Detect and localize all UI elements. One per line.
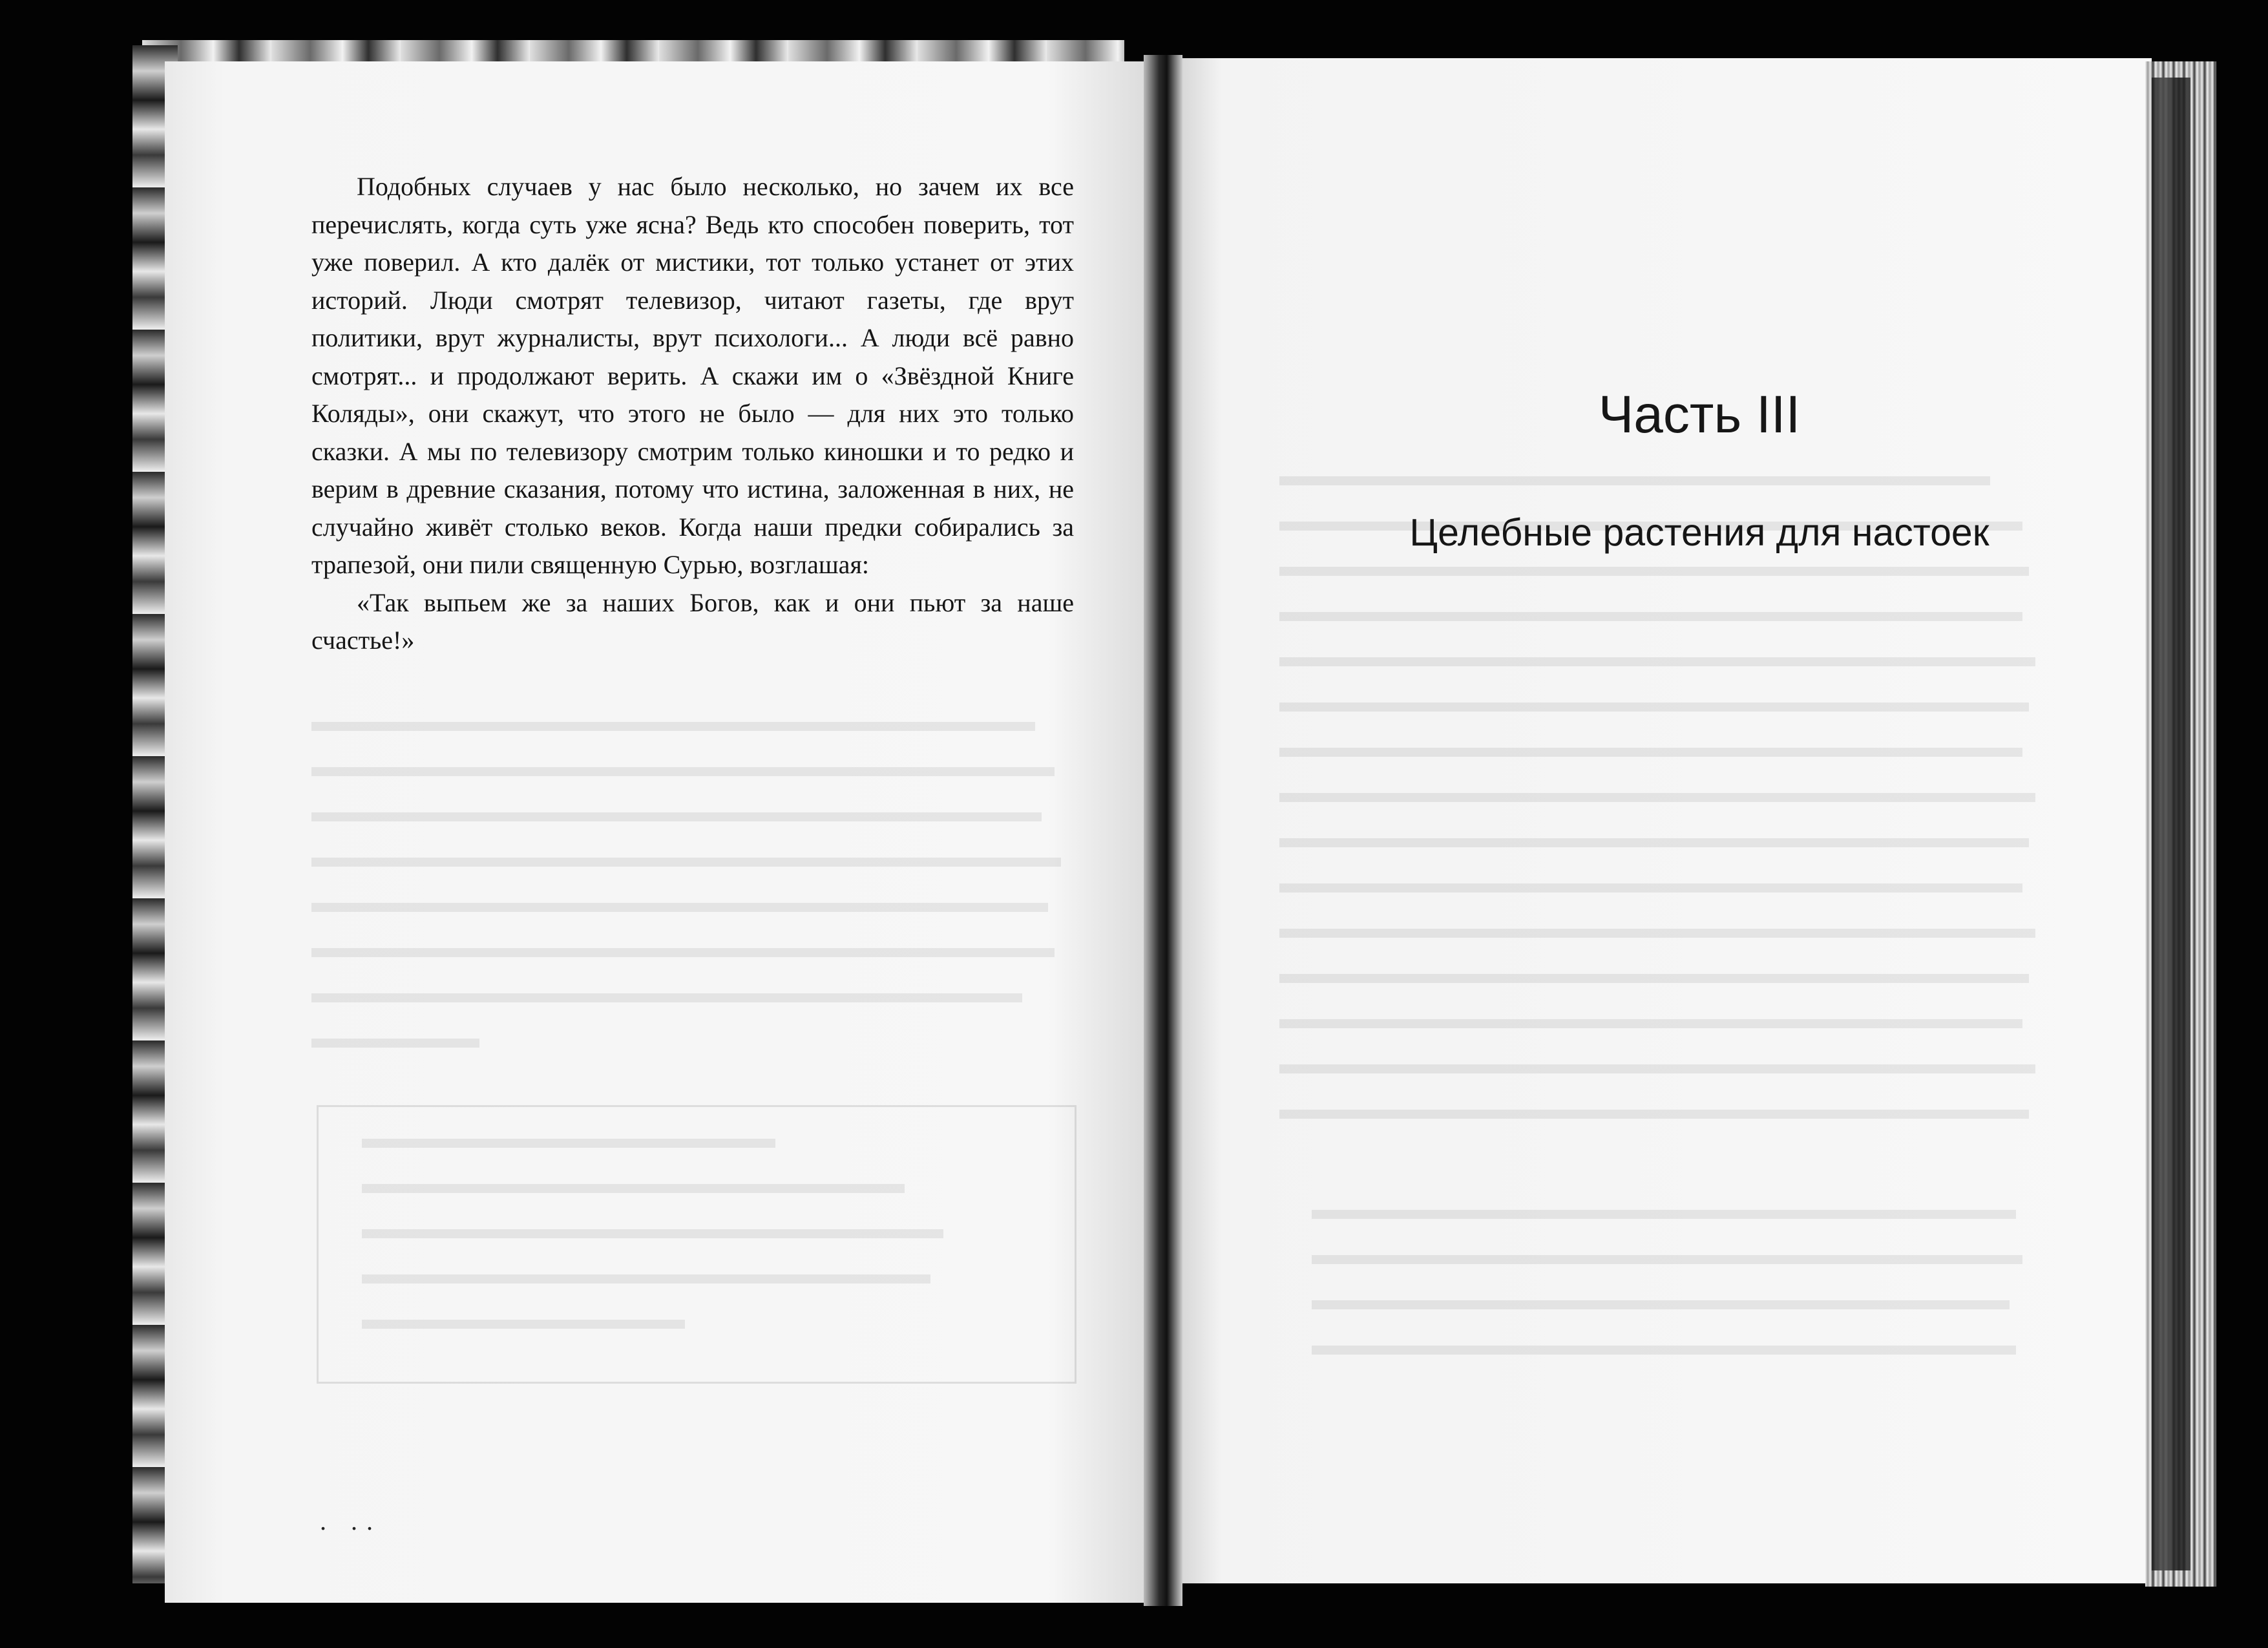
paragraph: Подобных случаев у нас было несколько, но зачем их все перечислять, когда суть уже ясна? Ведь кто способен поверить, тот уже поверил. А кто далёк от мистики, тот только устанет от этих историй. Люди смотрят телевизор, читают газеты, где врут политики, врут журналисты, врут психологи... А люди всё равно смотрят... и продолжают верить. А скажи им о «Звёздной Книге Коляды», они скажут, что этого не было — для них это только сказки. А мы по телевизору смотрим только киношки и то редко и верим в древние сказания, потому что истина, заложенная в них, не случайно живёт столько веков. Когда наши предки собирались за трапезой, они пили священную Сурью, возглашая:	[311, 172, 1074, 579]
part-title: Часть III	[1598, 385, 1801, 444]
right-page-show-through	[1279, 456, 2035, 1154]
book-gutter	[1144, 55, 1182, 1606]
page-marks: . ..	[320, 1506, 382, 1536]
left-page-show-through-box-lines	[362, 1118, 1047, 1364]
left-page-body-text	[311, 168, 1074, 660]
part-subtitle: Целебные растения для настоек	[1409, 511, 1990, 554]
right-page-show-through-lower	[1312, 1189, 2029, 1383]
paragraph: «Так выпьем же за наших Богов, как и они пьют за наше счастье!»	[311, 587, 1074, 655]
left-page-show-through	[311, 701, 1074, 1063]
page-block-shadow	[2152, 78, 2190, 1570]
